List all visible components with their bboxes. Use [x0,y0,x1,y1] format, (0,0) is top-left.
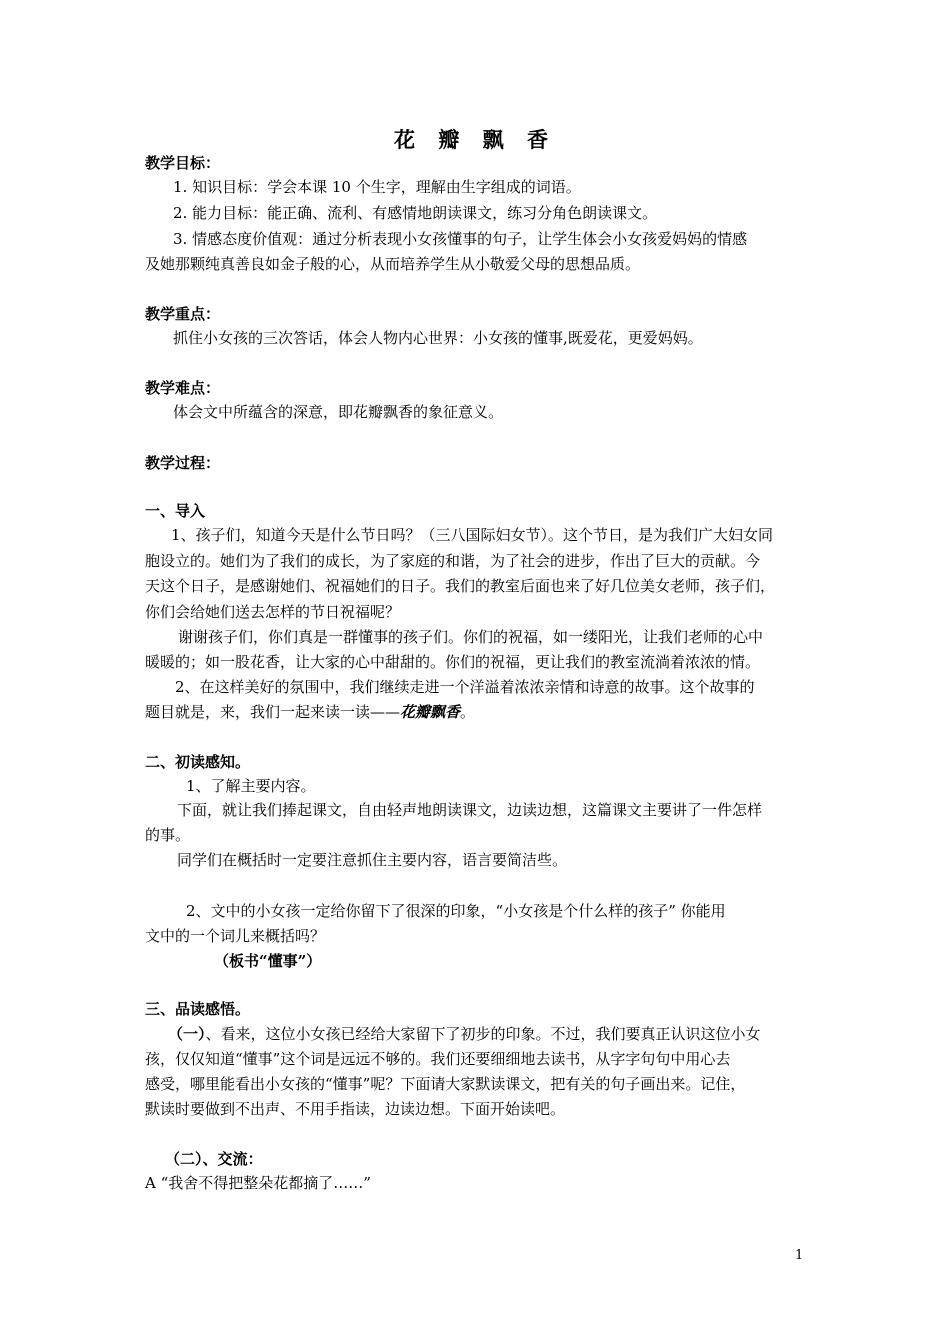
s3-exchange-heading: （二）、交流： [165,1150,263,1168]
s1-p1-line-3: 天这个日子，是感谢她们、祝福她们的日子。我们的教室后面也来了好几位美女老师，孩子们， [145,577,776,595]
difficulty-heading: 教学难点： [145,379,221,397]
s3-p1-line-1 [168,1021,761,1047]
key-text: 抓住小女孩的三次答话，体会人物内心世界：小女孩的懂事,既爱花，更爱妈妈。 [173,329,703,347]
s2-line-3: 同学们在概括时一定要注意抓住主要内容，语言要简洁些。 [177,851,568,869]
goals-heading: 教学目标： [145,154,221,172]
s2-line-1: 1、了解主要内容。 [186,777,316,795]
section-2-heading: 二、初读感知。 [145,753,251,771]
board-note: （板书“懂事”） [214,952,322,970]
s2-line-2a: 下面，就让我们捧起课文，自由轻声地朗读课文，边读边想，这篇课文主要讲了一件怎样 [177,801,763,819]
s1-p1-line-4: 你们会给她们送去怎样的节日祝福呢？ [145,603,401,621]
goal-3-line-2: 及她那颗纯真善良如金子般的心，从而培养学生从小敬爱父母的思想品质。 [145,255,641,273]
s3-quote-a: A “我舍不得把整朵花都摘了……” [145,1174,371,1192]
s2-line-4a: 2、文中的小女孩一定给你留下了很深的印象，“小女孩是个什么样的孩子” 你能用 [186,902,726,920]
key-heading: 教学重点： [145,305,221,323]
lesson-title-emphasis: 花瓣飘香 [400,703,461,721]
page-title: 花 瓣 飘 香 [394,128,556,152]
s3-p1-text: 、看来，这位小女孩已经给大家留下了初步的印象。不过，我们要真正认识这位小女 [205,1025,761,1043]
s2-line-2b: 的事。 [145,826,191,844]
page-number: 1 [795,1248,804,1263]
goal-1: 1. 知识目标：学会本课 10 个生字，理解由生字组成的词语。 [173,178,581,196]
section-1-heading: 一、导入 [145,502,206,520]
difficulty-text: 体会文中所蕴含的深意，即花瓣飘香的象征意义。 [173,403,504,421]
s2-line-4b: 文中的一个词儿来概括吗？ [145,927,326,945]
goal-2: 2. 能力目标：能正确、流利、有感情地朗读课文，练习分角色朗读课文。 [173,204,658,222]
process-heading: 教学过程： [145,454,221,472]
s1-p2-line-1: 谢谢孩子们，你们真是一群懂事的孩子们。你们的祝福，如一缕阳光，让我们老师的心中 [178,628,764,646]
s1-p1-line-2: 胞设立的。她们为了我们的成长，为了家庭的和谐，为了社会的进步，作出了巨大的贡献。今 [145,552,761,570]
goal-3-line-1: 3. 情感态度价值观：通过分析表现小女孩懂事的句子，让学生体会小女孩爱妈妈的情感 [173,230,748,248]
s1-p3-line-2 [145,699,475,725]
s1-p3-text: 题目就是，来，我们一起来读一读—— [145,703,401,721]
section-3-heading: 三、品读感悟。 [145,1000,251,1018]
s1-p2-line-2: 暖暖的；如一股花香，让大家的心中甜甜的。你们的祝福，更让我们的教室流淌着浓浓的情。 [145,653,761,671]
s3-p1-line-4: 默读时要做到不出声、不用手指读，边读边想。下面开始读吧。 [145,1100,566,1118]
s1-p3-line-1: 2、在这样美好的氛围中，我们继续走进一个洋溢着浓浓亲情和诗意的故事。这个故事的 [175,678,755,696]
s1-p3-end: 。 [460,703,476,721]
s3-p1-line-2: 孩，仅仅知道“懂事”这个词是远远不够的。我们还要细细地去读书，从字字句句中用心去 [145,1050,731,1068]
s1-p1-line-1: 1、孩子们，知道今天是什么节日吗？（三八国际妇女节）。这个节日，是为我们广大妇女同 [171,526,774,544]
s3-p1-prefix: （一） [168,1025,206,1043]
s3-p1-line-3: 感受，哪里能看出小女孩的“懂事”呢？下面请大家默读课文，把有关的句子画出来。记住， [145,1075,746,1093]
